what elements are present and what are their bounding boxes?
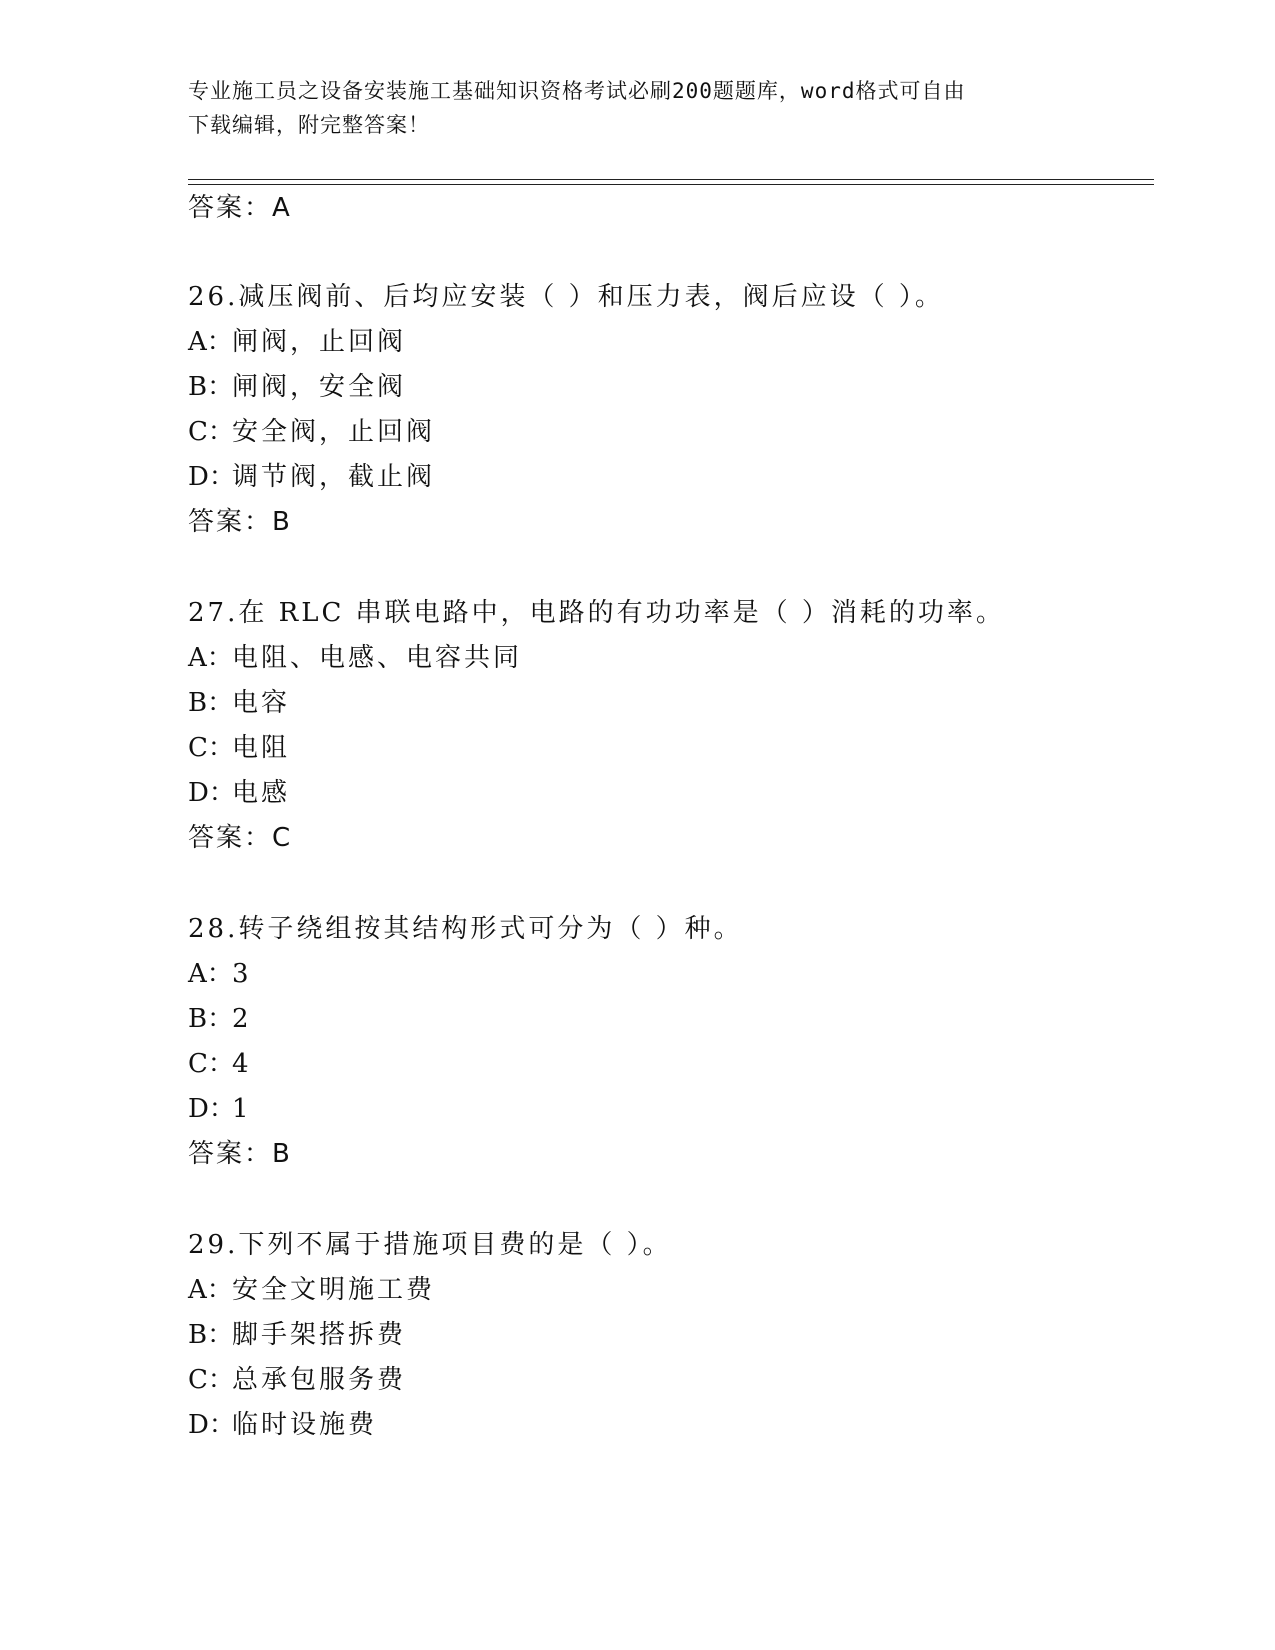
option-b: [188, 372, 406, 402]
option-text: 电感: [232, 778, 291, 808]
option-d: [188, 1094, 252, 1124]
option-key: A：: [188, 959, 233, 989]
option-key: B：: [188, 1320, 234, 1350]
option-text: 3: [232, 959, 252, 989]
option-text: 1: [232, 1094, 252, 1124]
option-b: [188, 688, 290, 718]
option-key: A：: [188, 1275, 233, 1305]
previous-answer: 答案：A: [188, 193, 292, 223]
option-key: A：: [188, 643, 233, 673]
option-c: [188, 1365, 406, 1395]
option-text: 2: [232, 1004, 252, 1034]
option-c: [188, 417, 435, 447]
option-key: B：: [188, 1004, 234, 1034]
question-stem: 28.转子绕组按其结构形式可分为（ ）种。: [188, 914, 743, 944]
option-text: 闸阀，止回阀: [232, 327, 407, 357]
option-text: 安全文明施工费: [232, 1275, 436, 1305]
option-key: B：: [188, 372, 234, 402]
option-key: C：: [188, 1365, 234, 1395]
option-key: C：: [188, 417, 234, 447]
option-d: [188, 778, 290, 808]
option-key: D：: [188, 1410, 235, 1440]
option-c: [188, 1049, 252, 1079]
answer-line: 答案：B: [188, 1139, 292, 1169]
option-key: D：: [188, 462, 235, 492]
document-header: [188, 74, 1068, 142]
answer-line: 答案：B: [188, 507, 292, 537]
header-divider-top: [188, 179, 1154, 180]
question-stem: 26.减压阀前、后均应安装（ ）和压力表，阀后应设（ ）。: [188, 282, 944, 312]
option-text: 安全阀，止回阀: [232, 417, 436, 447]
header-line-1: 专业施工员之设备安装施工基础知识资格考试必刷200题题库，word格式可自由: [188, 79, 966, 103]
option-c: [188, 733, 290, 763]
option-key: C：: [188, 1049, 234, 1079]
option-key: B：: [188, 688, 234, 718]
option-key: D：: [188, 778, 235, 808]
option-key: A：: [188, 327, 233, 357]
option-text: 电容: [232, 688, 291, 718]
option-text: 闸阀，安全阀: [232, 372, 407, 402]
option-text: 电阻: [232, 733, 291, 763]
option-b: [188, 1320, 406, 1350]
question-stem: 27.在 RLC 串联电路中，电路的有功功率是（ ）消耗的功率。: [188, 598, 1005, 628]
option-text: 电阻、电感、电容共同: [232, 643, 523, 673]
option-a: [188, 1275, 435, 1305]
option-text: 脚手架搭拆费: [232, 1320, 407, 1350]
option-a: [188, 959, 252, 989]
option-key: C：: [188, 733, 234, 763]
option-text: 总承包服务费: [232, 1365, 407, 1395]
option-a: [188, 327, 406, 357]
option-a: [188, 643, 522, 673]
option-key: D：: [188, 1094, 235, 1124]
header-line-2: 下载编辑，附完整答案！: [188, 113, 430, 137]
option-b: [188, 1004, 252, 1034]
question-stem: 29.下列不属于措施项目费的是（ ）。: [188, 1230, 672, 1260]
option-text: 临时设施费: [232, 1410, 378, 1440]
option-d: [188, 1410, 377, 1440]
option-text: 4: [232, 1049, 252, 1079]
header-divider-bottom: [188, 184, 1154, 185]
option-text: 调节阀，截止阀: [232, 462, 436, 492]
option-d: [188, 462, 435, 492]
answer-line: 答案：C: [188, 823, 293, 853]
